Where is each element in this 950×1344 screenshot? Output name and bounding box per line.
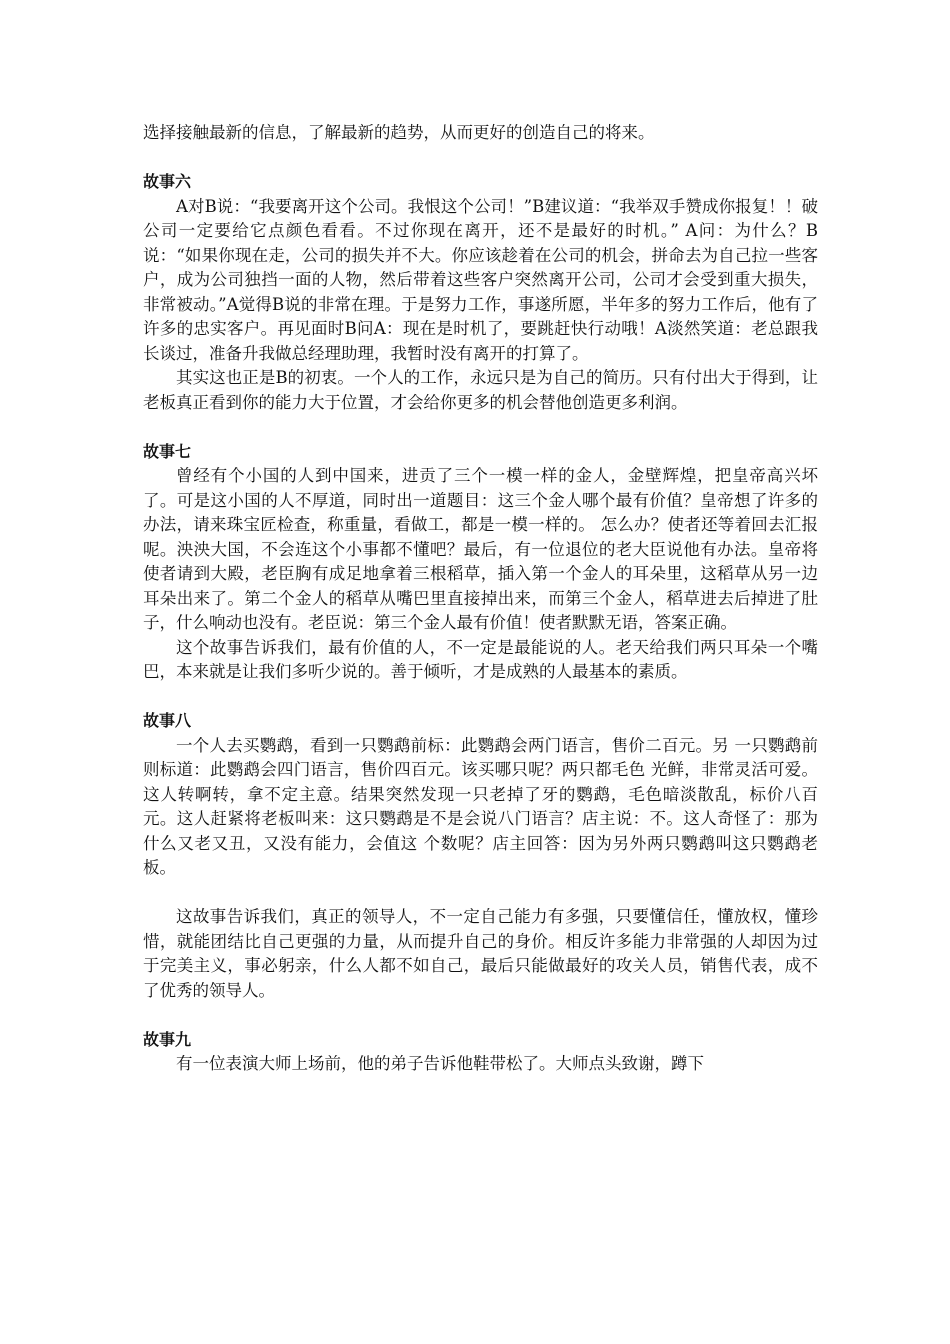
story7-heading: 故事七 — [143, 441, 192, 461]
story8-heading: 故事八 — [143, 711, 192, 730]
spacer — [143, 881, 818, 906]
spacer — [143, 415, 818, 440]
spacer — [143, 685, 818, 710]
story7-paragraph-2: 这个故事告诉我们，最有价值的人，不一定是最能说的人。老天给我们两只耳朵一个嘴巴，本来就是让我们多听少说的。善于倾听，才是成熟的人最基本的素质。 — [143, 637, 818, 681]
story8-paragraph-2: 这故事告诉我们，真正的领导人，不一定自己能力有多强，只要懂信任，懂放权，懂珍惜，就能团结比自己更强的力量，从而提升自己的身价。相反许多能力非常强的人却因为过于完美主义，事必躬亲，什么人都不如自己，最后只能做最好的攻关人员，销售代表，成不了优秀的领导人。 — [143, 907, 818, 1000]
intro-paragraph: 选择接触最新的信息，了解最新的趋势，从而更好的创造自己的将来。 — [143, 123, 655, 142]
story9-heading: 故事九 — [143, 1029, 192, 1049]
document-page — [143, 121, 818, 1077]
story6-heading: 故事六 — [143, 172, 192, 191]
story7-paragraph-1: 曾经有个小国的人到中国来，进贡了三个一模一样的金人，金壁辉煌，把皇帝高兴坏了。可是这小国的人不厚道，同时出一道题目：这三个金人哪个最有价值？皇帝想了许多的办法，请来珠宝匠检查，称重量，看做工，都是一模一样的。 怎么办？使者还等着回去汇报呢。泱泱大国，不会连这个小事都不懂吧？最后，有一位退位的老大臣说他有办法。皇帝将使者请到大殿，老臣胸有成足地拿着三根稻草，插入第一个金人的耳朵里，这稻草从另一边耳朵出来了。第二个金人的稻草从嘴巴里直接掉出来，而第三个金人，稻草进去后掉进了肚子，什么响动也没有。老臣说：第三个金人最有价值！使者默默无语，答案正确。 — [143, 466, 818, 632]
story8-paragraph-1: 一个人去买鹦鹉，看到一只鹦鹉前标：此鹦鹉会两门语言，售价二百元。另 一只鹦鹉前则标道：此鹦鹉会四门语言，售价四百元。该买哪只呢？两只都毛色 光鲜，非常灵活可爱。这人转啊转，拿不定主意。结果突然发现一只老掉了牙的鹦鹉，毛色暗淡散乱，标价八百元。这人赶紧将老板叫来：这只鹦鹉是不是会说八门语言？店主说：不。这人奇怪了：那为什么又老又丑，又没有能力，会值这 个数呢？店主回答：因为另外两只鹦鹉叫这只鹦鹉老板。 — [143, 735, 818, 877]
spacer — [143, 1003, 818, 1028]
story6-paragraph-2: 其实这也正是B的初衷。一个人的工作，永远只是为自己的简历。只有付出大于得到，让老板真正看到你的能力大于位置，才会给你更多的机会替他创造更多利润。 — [143, 368, 818, 412]
story6-paragraph-1: A对B说：“我要离开这个公司。我恨这个公司！”B建议道：“我举双手赞成你报复！！破公司一定要给它点颜色看看。不过你现在离开，还不是最好的时机。” A问：为什么？B说：“如果你现在走，公司的损失并不大。你应该趁着在公司的机会，拼命去为自己拉一些客户，成为公司独挡一面的人物，然后带着这些客户突然离开公司，公司才会受到重大损失，非常被动。”A觉得B说的非常在理。于是努力工作，事遂所愿，半年多的努力工作后，他有了许多的忠实客户。再见面时B问A：现在是时机了，要跳赶快行动哦！A淡然笑道：老总跟我长谈过，准备升我做总经理助理，我暂时没有离开的打算了。 — [143, 196, 818, 363]
spacer — [143, 146, 818, 171]
story9-paragraph-1: 有一位表演大师上场前，他的弟子告诉他鞋带松了。大师点头致谢，蹲下 — [176, 1054, 704, 1073]
